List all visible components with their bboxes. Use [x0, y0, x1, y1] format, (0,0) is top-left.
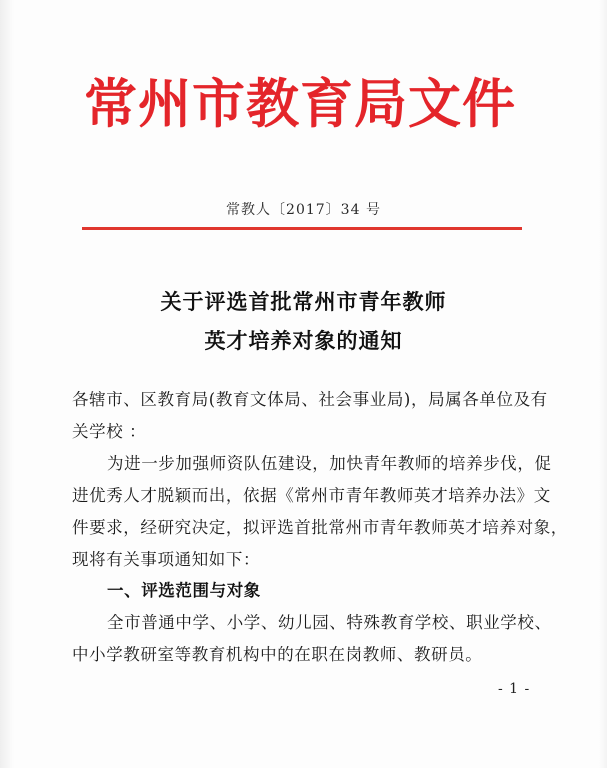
paragraph1-line3: 件要求，经研究决定，拟评选首批常州市青年教师英才培养对象， — [72, 518, 568, 537]
page-number: - 1 - — [498, 681, 531, 697]
scan-edge-shadow-right — [599, 0, 607, 768]
recipients-line2: 关学校 ： — [72, 422, 147, 441]
recipients-line1: 各辖市、区教育局(教育文体局、社会事业局)，局属各单位及有 — [72, 390, 548, 409]
document-number: 常教人〔2017〕34 号 — [226, 202, 381, 218]
section1-line2: 中小学教研室等教育机构中的在职在岗教师、教研员。 — [72, 645, 483, 664]
notice-title-line2: 英才培养对象的通知 — [204, 328, 403, 353]
paragraph1-line2: 进优秀人才脱颖而出，依据《常州市青年教师英才培养办法》文 — [72, 486, 551, 505]
scan-edge-shadow — [0, 0, 14, 768]
paragraph1-line4: 现将有关事项通知如下： — [72, 550, 261, 569]
paragraph1-line1: 为进一步加强师资队伍建设，加快青年教师的培养步伐，促 — [107, 454, 552, 473]
red-divider-rule — [82, 227, 522, 230]
section1-heading: 一、评选范围与对象 — [107, 581, 261, 600]
document-header-title: 常州市教育局文件 — [84, 73, 516, 135]
notice-title-line1: 关于评选首批常州市青年教师 — [160, 289, 447, 314]
section1-line1: 全市普通中学、小学、幼儿园、特殊教育学校、职业学校、 — [107, 613, 552, 632]
